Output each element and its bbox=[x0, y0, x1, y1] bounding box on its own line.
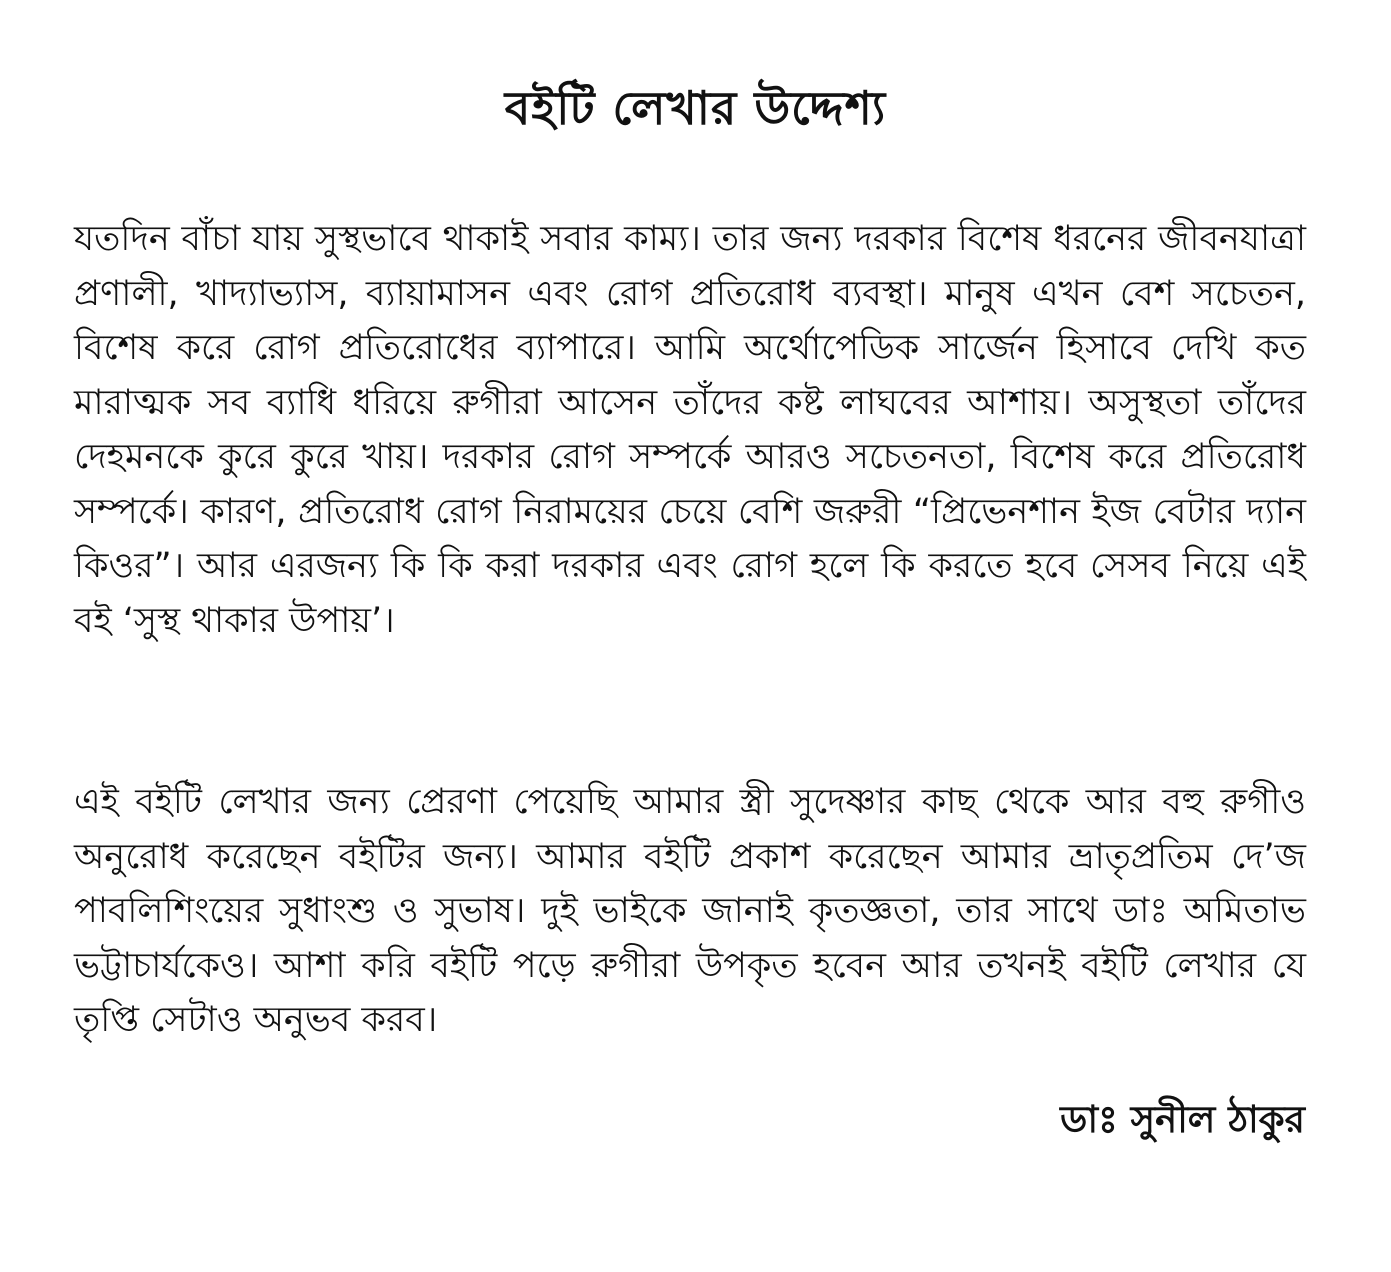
body-paragraph-1: যতদিন বাঁচা যায় সুস্থভাবে থাকাই সবার কাম্য। তার জন্য দরকার বিশেষ ধরনের জীবনযাত্রা প্রণালী, খাদ্যাভ্যাস, ব্যায়ামাসন এবং রোগ প্রতিরোধ ব্যবস্থা। মানুষ এখন বেশ সচেতন, বিশেষ করে রোগ প্রতিরোধের ব্যাপারে। আমি অর্থোপেডিক সার্জেন হিসাবে দেখি কত মারাত্মক সব ব্যাধি ধরিয়ে রুগীরা আসেন তাঁদের কষ্ট লাঘবের আশায়। অসুস্থতা তাঁদের দেহমনকে কুরে কুরে খায়। দরকার রোগ সম্পর্কে আরও সচেতনতা, বিশেষ করে প্রতিরোধ সম্পর্কে। কারণ, প্রতিরোধ রোগ নিরাময়ের চেয়ে বেশি জরুরী “প্রিভেনশান ইজ বেটার দ্যান কিওর”। আর এরজন্য কি কি করা দরকার এবং রোগ হলে কি করতে হবে সেসব নিয়ে এই বই ‘সুস্থ থাকার উপায়’। bbox=[74, 219, 1306, 641]
page-title: বইটি লেখার উদ্দেশ্য bbox=[504, 81, 887, 135]
body-paragraph-2: এই বইটি লেখার জন্য প্রেরণা পেয়েছি আমার স্ত্রী সুদেষ্ণার কাছ থেকে আর বহু রুগীও অনুরোধ করেছেন বইটির জন্য। আমার বইটি প্রকাশ করেছেন আমার ভ্রাতৃপ্রতিম দে’জ পাবলিশিংয়ের সুধাংশু ও সুভাষ। দুই ভাইকে জানাই কৃতজ্ঞতা, তার সাথে ডাঃ অমিতাভ ভট্টাচার্যকেও। আশা করি বইটি পড়ে রুগীরা উপকৃত হবেন আর তখনই বইটি লেখার যে তৃপ্তি সেটাও অনুভব করব। bbox=[74, 782, 1306, 1040]
author-signature: ডাঃ সুনীল ঠাকুর bbox=[1060, 1098, 1305, 1141]
